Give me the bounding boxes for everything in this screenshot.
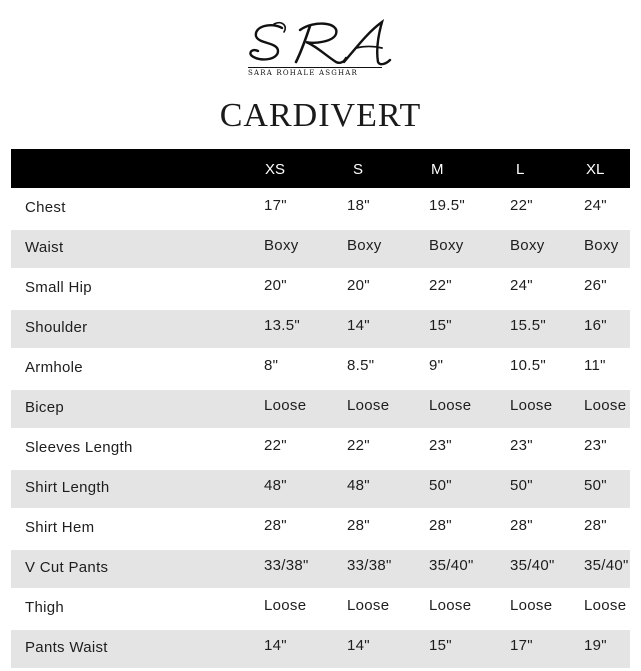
table-row-bicep <box>11 390 630 428</box>
table-cell: 9" <box>429 357 444 374</box>
table-cell: Loose <box>429 597 472 614</box>
table-cell: Loose <box>584 397 627 414</box>
table-cell: 28" <box>584 517 607 534</box>
table-cell: Loose <box>510 397 553 414</box>
table-cell: 13.5" <box>264 317 301 334</box>
table-cell: 22" <box>264 437 287 454</box>
table-cell: Boxy <box>510 237 545 254</box>
table-cell: 15" <box>429 637 452 654</box>
row-label: Waist <box>25 239 64 256</box>
table-cell: 24" <box>584 197 607 214</box>
table-cell: 23" <box>429 437 452 454</box>
table-cell: 22" <box>429 277 452 294</box>
column-header-xs: XS <box>265 161 286 178</box>
table-cell: 19" <box>584 637 607 654</box>
table-cell: 35/40" <box>584 557 629 574</box>
table-row-sleeves-length <box>11 430 630 468</box>
row-label: Shoulder <box>25 319 88 336</box>
table-cell: 11" <box>584 357 606 374</box>
row-label: Chest <box>25 199 66 216</box>
row-label: Sleeves Length <box>25 439 133 456</box>
table-cell: Boxy <box>429 237 464 254</box>
table-cell: 18" <box>347 197 370 214</box>
table-cell: 19.5" <box>429 197 466 214</box>
table-cell: 24" <box>510 277 533 294</box>
table-cell: 15" <box>429 317 452 334</box>
table-cell: Loose <box>429 397 472 414</box>
table-row-small-hip <box>11 270 630 308</box>
table-cell: 17" <box>510 637 533 654</box>
table-cell: 14" <box>264 637 287 654</box>
table-row-v-cut-pants <box>11 550 630 588</box>
table-cell: Loose <box>347 397 390 414</box>
brand-monogram-text: SRA <box>248 18 251 19</box>
table-cell: 22" <box>510 197 533 214</box>
table-cell: 23" <box>584 437 607 454</box>
table-cell: Loose <box>510 597 553 614</box>
table-cell: Boxy <box>264 237 299 254</box>
table-cell: 14" <box>347 637 370 654</box>
column-header-s: S <box>353 161 364 178</box>
table-cell: Loose <box>584 597 627 614</box>
table-cell: 28" <box>510 517 533 534</box>
table-cell: 17" <box>264 197 287 214</box>
table-cell: 50" <box>429 477 452 494</box>
table-row-shirt-length <box>11 470 630 508</box>
table-row-pants-waist <box>11 630 630 668</box>
table-row-shirt-hem <box>11 510 630 548</box>
table-row-waist <box>11 230 630 268</box>
table-cell: Loose <box>264 597 307 614</box>
row-label: Thigh <box>25 599 65 616</box>
table-cell: Boxy <box>347 237 382 254</box>
table-cell: 10.5" <box>510 357 547 374</box>
row-label: Small Hip <box>25 279 92 296</box>
row-label: Shirt Hem <box>25 519 95 536</box>
table-cell: 35/40" <box>510 557 555 574</box>
table-cell: 28" <box>347 517 370 534</box>
table-cell: 48" <box>264 477 287 494</box>
row-label: V Cut Pants <box>25 559 109 576</box>
table-cell: Boxy <box>584 237 619 254</box>
table-cell: 26" <box>584 277 607 294</box>
table-cell: 50" <box>584 477 607 494</box>
table-cell: 23" <box>510 437 533 454</box>
table-cell: 14" <box>347 317 370 334</box>
table-row-shoulder <box>11 310 630 348</box>
row-label: Shirt Length <box>25 479 110 496</box>
table-cell: 20" <box>347 277 370 294</box>
table-row-thigh <box>11 590 630 628</box>
row-label: Bicep <box>25 399 65 416</box>
row-label: Armhole <box>25 359 83 376</box>
table-cell: 15.5" <box>510 317 547 334</box>
table-row-armhole <box>11 350 630 388</box>
size-chart-table <box>11 149 630 670</box>
page-title: CARDIVERT <box>219 97 422 134</box>
table-cell: 33/38" <box>347 557 392 574</box>
table-cell: 28" <box>429 517 452 534</box>
table-cell: 50" <box>510 477 533 494</box>
table-cell: 48" <box>347 477 370 494</box>
table-cell: 8.5" <box>347 357 375 374</box>
column-header-xl: XL <box>586 161 605 178</box>
table-cell: 8" <box>264 357 279 374</box>
brand-tagline: SARA ROHALE ASGHAR <box>248 67 382 77</box>
table-cell: 22" <box>347 437 370 454</box>
table-header <box>11 149 630 188</box>
table-cell: 35/40" <box>429 557 474 574</box>
row-label: Pants Waist <box>25 639 108 656</box>
column-header-m: M <box>431 161 444 178</box>
table-cell: Loose <box>264 397 307 414</box>
sra-monogram-icon <box>248 18 394 68</box>
column-header-l: L <box>516 161 525 178</box>
table-cell: Loose <box>347 597 390 614</box>
table-cell: 20" <box>264 277 287 294</box>
table-cell: 16" <box>584 317 607 334</box>
table-row-chest <box>11 190 630 228</box>
table-cell: 28" <box>264 517 287 534</box>
table-cell: 33/38" <box>264 557 309 574</box>
